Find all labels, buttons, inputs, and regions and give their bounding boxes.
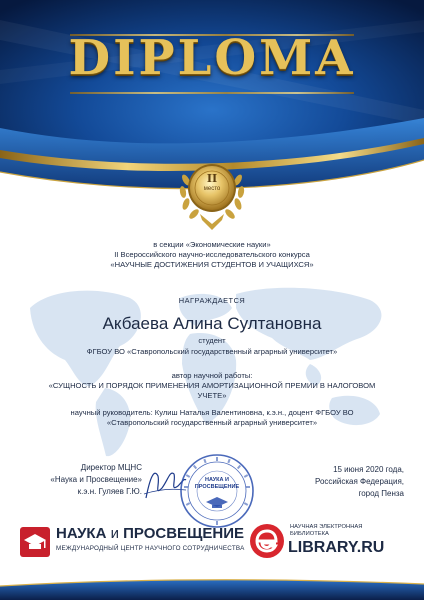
recipient-university: ФГБОУ ВО «Ставропольский государственный аграрный университет» (86, 347, 338, 356)
competition-section: в секции «Экономические науки» (153, 240, 271, 249)
award-date: 15 июня 2020 года, (333, 465, 404, 474)
director-name: к.э.н. Гуляев Г.Ю. (77, 487, 142, 496)
stamp-text (178, 477, 256, 490)
director-title: Директор МЦНС (80, 463, 142, 472)
stamp-text-line1: НАУКА И (205, 477, 229, 483)
recipient-name: Акбаева Алина Султановна (102, 314, 322, 333)
elibrary-e-icon (248, 522, 286, 560)
nauka-title-and: и (106, 525, 124, 542)
elibrary-logo (248, 522, 408, 562)
work-label: автор научной работы: (171, 371, 253, 380)
director-org: «Наука и Просвещение» (50, 475, 142, 484)
medal-place-word: место (203, 186, 221, 192)
elibrary-small-text (290, 524, 362, 538)
nauka-title-part2: ПРОСВЕЩЕНИЕ (123, 525, 244, 542)
supervisor-info: научный руководитель: Кулиш Наталья Валентиновна, к.э.н., доцент ФГБОУ ВО «Ставропольский государственный аграрный университет» (70, 408, 354, 427)
competition-info (0, 240, 424, 270)
nauka-logo-icon (20, 527, 50, 557)
director-signature-block (22, 462, 142, 498)
awarded-label: НАГРАЖДАЕТСЯ (178, 296, 246, 305)
official-stamp (178, 452, 256, 530)
medal-rank: II (206, 172, 218, 185)
medal-badge (172, 150, 252, 232)
recipient-role: студент (198, 336, 226, 345)
stamp-text-line2: ПРОСВЕЩЕНИЕ (194, 483, 240, 490)
date-place-block (300, 464, 404, 500)
nauka-logo-title (56, 525, 244, 542)
elibrary-small-line1: НАУЧНАЯ ЭЛЕКТРОННАЯ (290, 524, 363, 530)
stamp-icon (178, 452, 256, 530)
competition-name: II Всероссийского научно-исследовательского конкурса (114, 250, 310, 259)
diploma-title: DIPLOMA (68, 30, 356, 86)
award-country: Российская Федерация, (314, 477, 404, 486)
award-city: город Пенза (358, 489, 404, 498)
header-banner (0, 0, 424, 232)
competition-title: «НАУЧНЫЕ ДОСТИЖЕНИЯ СТУДЕНТОВ И УЧАЩИХСЯ» (110, 260, 314, 269)
nauka-logo-subtitle: МЕЖДУНАРОДНЫЙ ЦЕНТР НАУЧНОГО СОТРУДНИЧЕСТВА (56, 545, 245, 552)
nauka-logo (20, 525, 245, 561)
nauka-title-part1: НАУКА (56, 525, 107, 542)
bottom-decorative-bar (0, 578, 424, 600)
work-title: «СУЩНОСТЬ И ПОРЯДОК ПРИМЕНЕНИЯ АМОРТИЗАЦИОННОЙ ПРЕМИИ В НАЛОГОВОМ УЧЕТЕ» (48, 381, 376, 400)
elibrary-small-line2: БИБЛИОТЕКА (290, 531, 329, 537)
elibrary-main-text: LIBRARY.RU (288, 539, 385, 556)
